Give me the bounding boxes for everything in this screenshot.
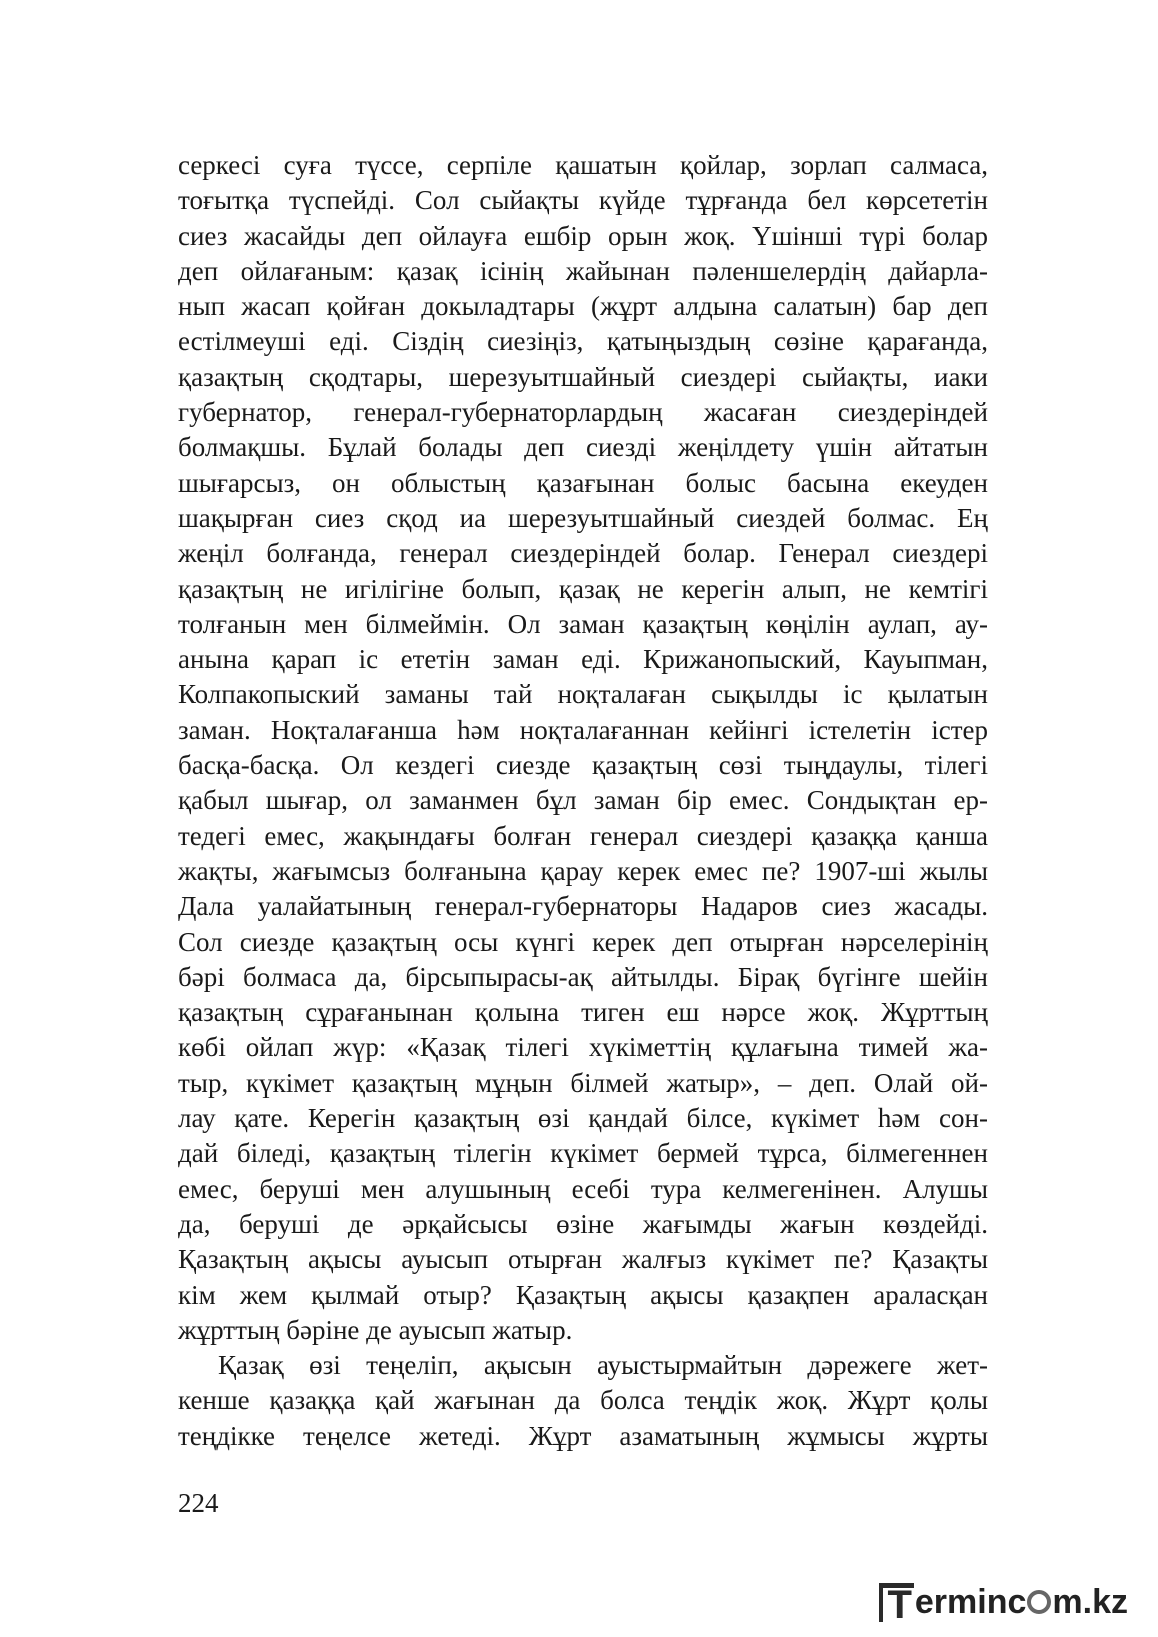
text-line: кенше қазаққа қай жағынан да болса теңдік жоқ. Жұрт қолы	[178, 1385, 988, 1416]
text-line: губернатор, генерал-губернаторлардың жасаған сиездеріндей	[178, 397, 988, 428]
text-line: тоғытқа түспейді. Сол сыйақты күйде тұрғанда бел көрсететін	[178, 185, 988, 216]
watermark-domain: m.kz	[1052, 1582, 1128, 1621]
text-line: шығарсыз, он облыстың қазағынан болыс басына екеуден	[178, 467, 988, 498]
text-line: тедегі емес, жақындағы болған генерал сиездері қазаққа қанша	[178, 820, 988, 851]
page-number: 224	[178, 1488, 219, 1518]
text-line: нып жасап қойған докыладтары (жұрт алдына салатын) бар деп	[178, 291, 988, 322]
text-line: жұрттың бәріне де ауысып жатыр.	[178, 1314, 573, 1345]
text-line: Дала уалайатының генерал-губернаторы Надаров сиез жасады.	[178, 891, 988, 922]
text-line: анына қарап іс ететін заман еді. Крижанопыский, Кауыпман,	[178, 644, 988, 675]
text-line: тыр, күкімет қазақтың мұңын білмей жатыр», – деп. Олай ой-	[178, 1067, 988, 1098]
body-text	[178, 148, 988, 1454]
text-line: қабыл шығар, ол заманмен бұл заман бір емес. Сондықтан ер-	[178, 785, 988, 816]
text-line: сиез жасайды деп ойлауға ешбір орын жоқ. Үшінші түрі болар	[178, 220, 988, 251]
termincom-watermark-logo	[879, 1580, 1128, 1627]
text-line: көбі ойлап жүр: «Қазақ тілегі хүкіметтің құлағына тимей жа-	[178, 1032, 988, 1063]
text-line: болмақшы. Бұлай болады деп сиезді жеңілдету үшін айтатын	[178, 432, 988, 463]
text-line: Қазақ өзі теңеліп, ақысын ауыстырмайтын дәрежеге жет-	[218, 1350, 988, 1381]
text-line: Сол сиезде қазақтың осы күнгі керек деп отырған нәрселерінің	[178, 926, 988, 957]
text-line: дай біледі, қазақтың тілегін күкімет бермей тұрса, білмегеннен	[178, 1138, 988, 1169]
text-line: бәрі болмаса да, бірсыпырасы-ақ айтылды. Бірақ бүгінге шейін	[178, 961, 988, 992]
text-line: кім жем қылмай отыр? Қазақтың ақысы қазақпен араласқан	[178, 1279, 988, 1310]
text-line: толғанын мен білмеймін. Ол заман қазақтың көңілін аулап, ау-	[178, 608, 988, 639]
text-line: лау қате. Керегін қазақтың өзі қандай білсе, күкімет һәм сон-	[178, 1103, 988, 1134]
text-line: теңдікке теңелсе жетеді. Жұрт азаматының жұмысы жұрты	[178, 1420, 988, 1451]
watermark-t-glyph: T	[879, 1583, 913, 1622]
text-line: қазақтың не игілігіне болып, қазақ не керегін алып, не кемтігі	[178, 573, 988, 604]
text-line: жеңіл болғанда, генерал сиездеріндей болар. Генерал сиездері	[178, 538, 988, 569]
watermark-circle-icon	[1027, 1590, 1051, 1614]
watermark-text: ermin	[914, 1582, 1008, 1621]
text-line: шақырған сиез сқод иа шерезуытшайный сиездей болмас. Ең	[178, 502, 988, 533]
text-line: естілмеуші еді. Сіздің сиезіңіз, қатыңыздың сөзіне қарағанда,	[178, 326, 988, 357]
text-line: емес, беруші мен алушының есебі тура келмегенінен. Алушы	[178, 1173, 988, 1204]
text-line: жақты, жағымсыз болғанына қарау керек емес пе? 1907-ші жылы	[178, 855, 988, 886]
text-line: Колпакопыский заманы тай ноқталаған сықылды іс қылатын	[178, 679, 988, 710]
text-line: да, беруші де әрқайсысы өзіне жағымды жағын көздейді.	[178, 1208, 988, 1239]
text-line: серкесі суға түссе, серпіле қашатын қойлар, зорлап салмаса,	[178, 150, 988, 180]
text-line: қазақтың сұрағанынан қолына тиген еш нәрсе жоқ. Жұрттың	[178, 997, 988, 1028]
text-line: заман. Ноқталағанша һәм ноқталағаннан кейінгі істелетін істер	[178, 714, 988, 745]
text-line: басқа-басқа. Ол кездегі сиезде қазақтың сөзі тыңдаулы, тілегі	[178, 750, 988, 781]
text-line: қазақтың сқодтары, шерезуытшайный сиездері сыйақты, иаки	[178, 361, 988, 392]
text-line: деп ойлағаным: қазақ ісінің жайынан пәленшелердің дайарла-	[178, 255, 988, 286]
text-line: Қазақтың ақысы ауысып отырған жалғыз күкімет пе? Қазақты	[178, 1244, 988, 1275]
watermark-text-c: c	[1007, 1582, 1027, 1621]
